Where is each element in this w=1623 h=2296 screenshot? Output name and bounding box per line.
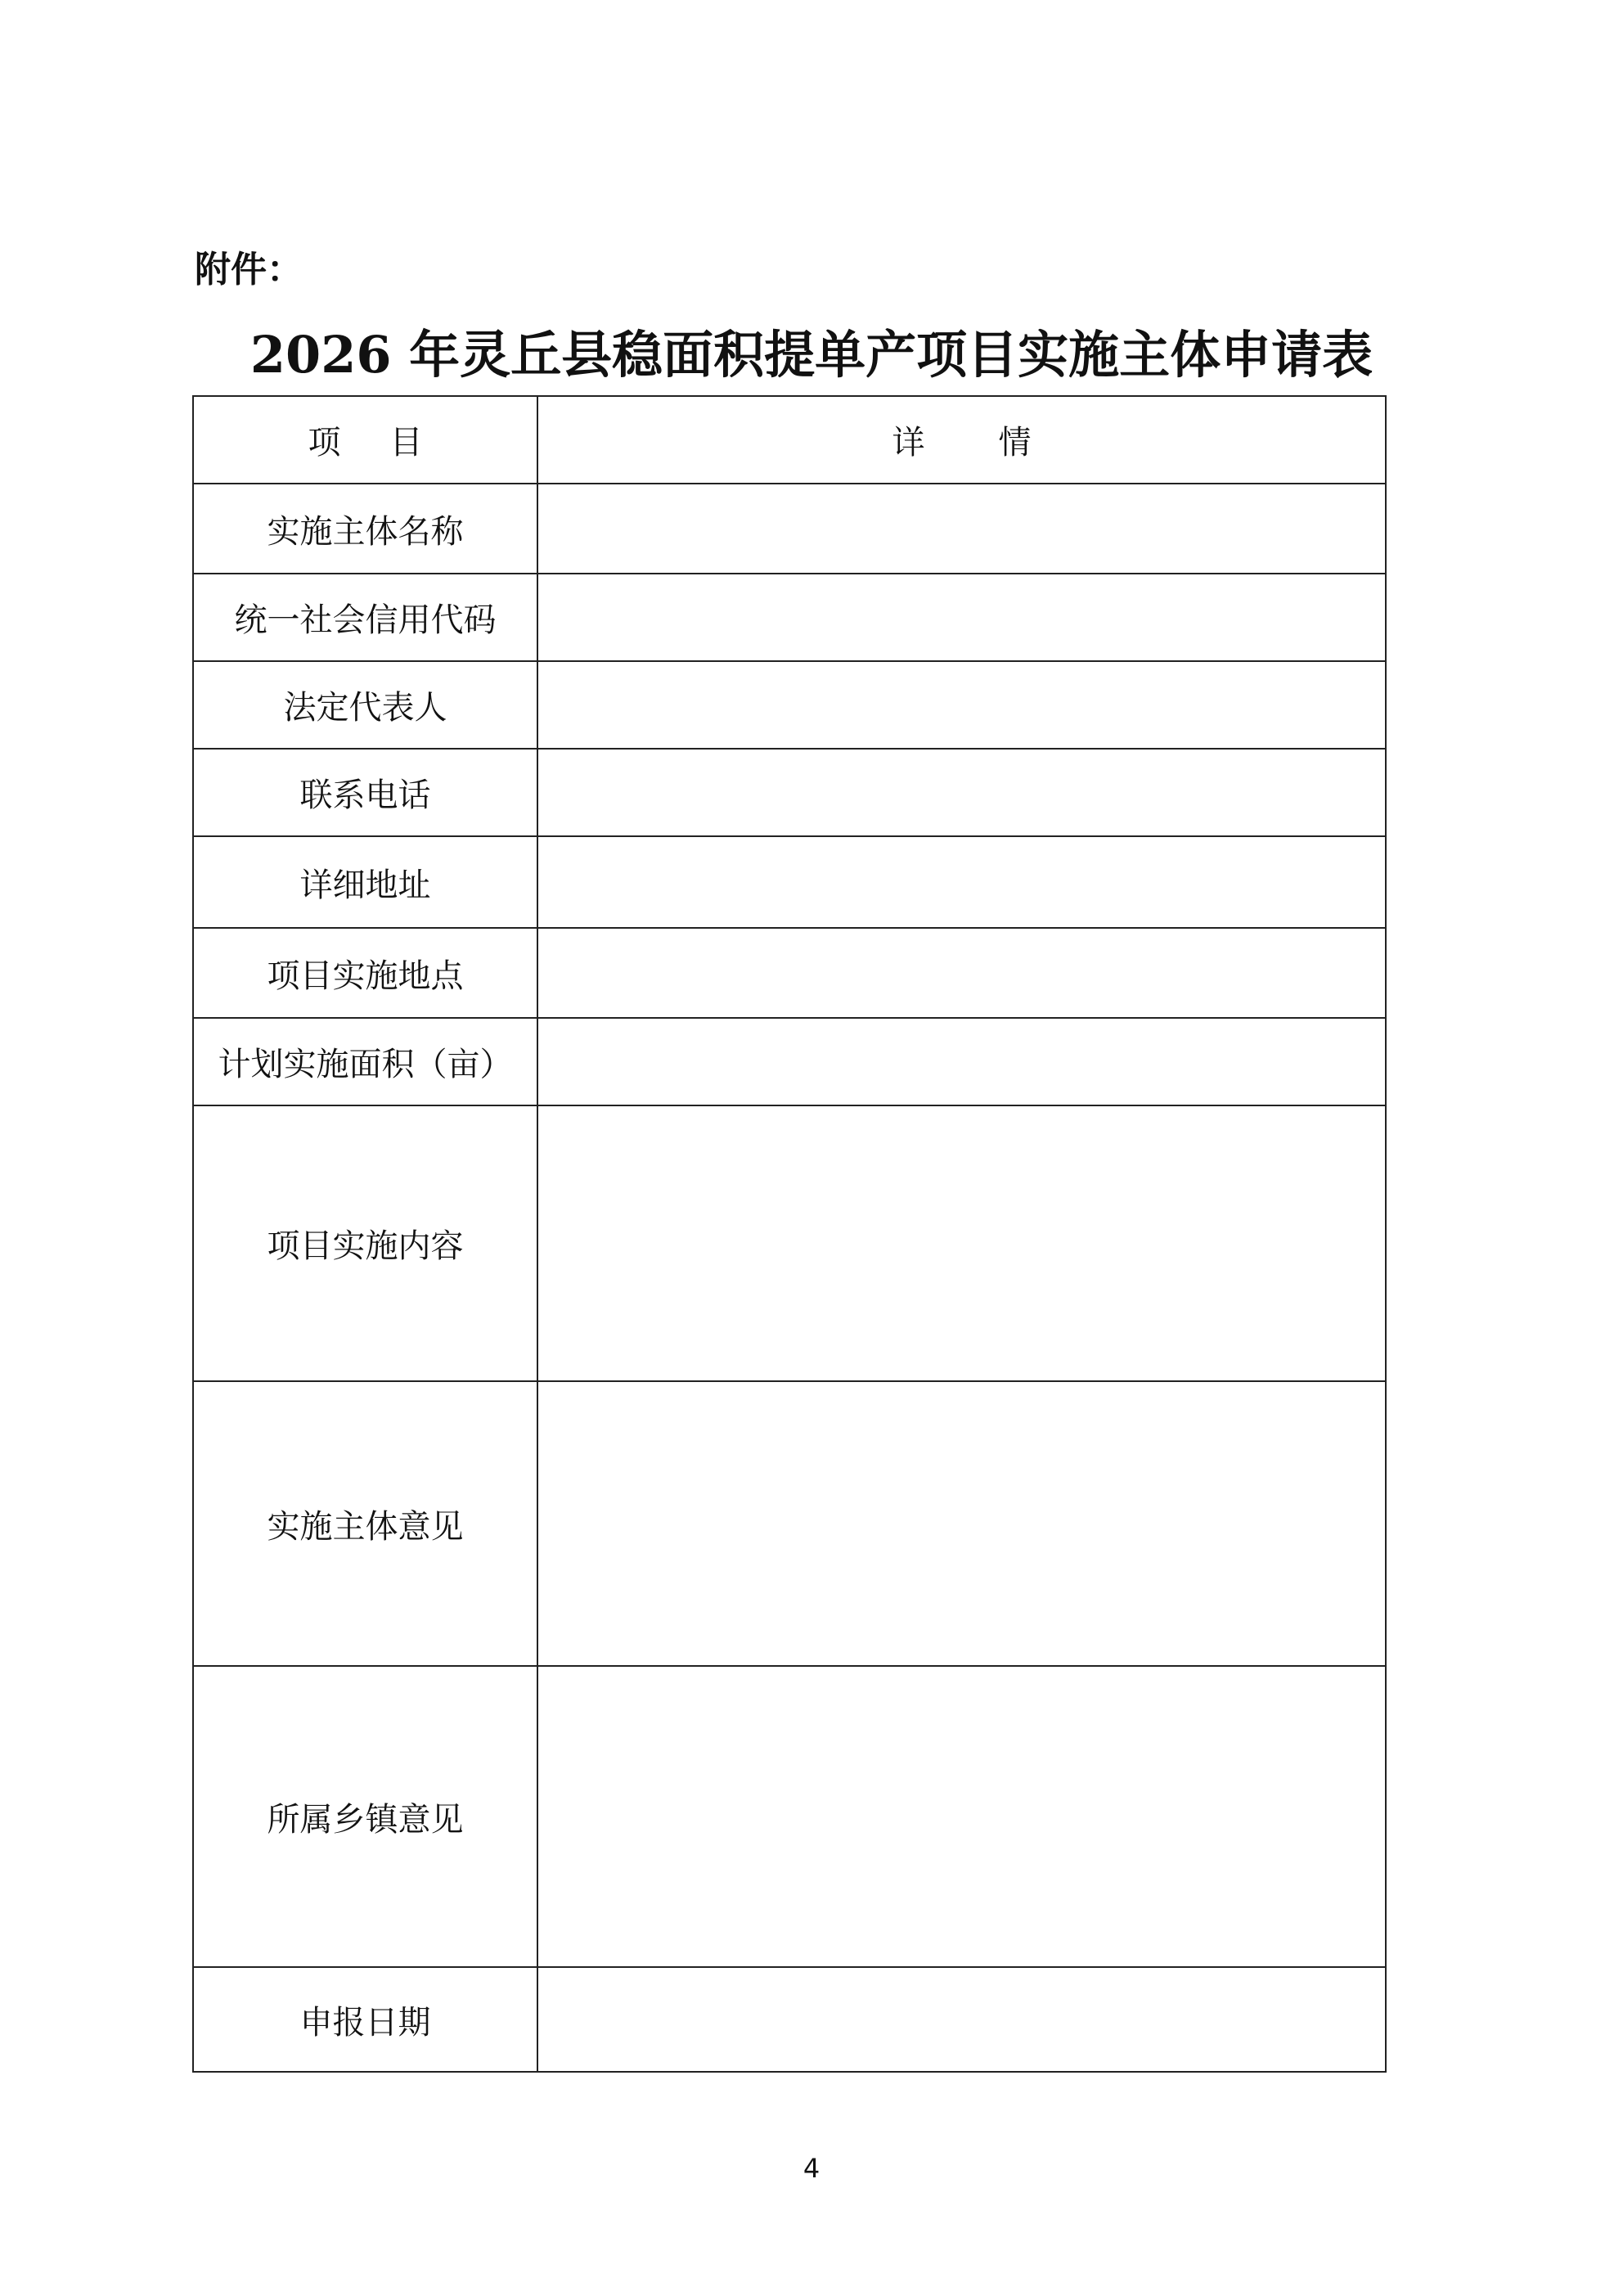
row-label-township-opinion: 所属乡镇意见 [193,1666,537,1967]
table-row [193,836,1386,928]
table-row [193,1381,1386,1666]
row-value-credit-code[interactable] [537,574,1386,661]
row-value-phone[interactable] [537,749,1386,836]
table-row [193,574,1386,661]
table-header-row [193,396,1386,484]
row-value-legal-representative[interactable] [537,661,1386,749]
row-value-entity-opinion[interactable] [537,1381,1386,1666]
table-row [193,749,1386,836]
row-value-project-location[interactable] [537,928,1386,1018]
row-value-township-opinion[interactable] [537,1666,1386,1967]
row-value-planned-area[interactable] [537,1018,1386,1105]
row-value-application-date[interactable] [537,1967,1386,2072]
table-row [193,1018,1386,1105]
table-row [193,484,1386,574]
table-row [193,928,1386,1018]
row-label-project-content: 项目实施内容 [193,1105,537,1381]
header-item-label: 项 目 [308,424,423,461]
row-label-address: 详细地址 [193,836,537,928]
row-label-planned-area: 计划实施面积（亩） [193,1018,537,1105]
table-row [193,1967,1386,2072]
row-label-credit-code: 统一社会信用代码 [193,574,537,661]
row-label-entity-name: 实施主体名称 [193,484,537,574]
row-label-entity-opinion: 实施主体意见 [193,1381,537,1666]
row-value-project-content[interactable] [537,1105,1386,1381]
header-detail-cell [537,396,1386,484]
form-title: 2026 年灵丘县稳面积提单产项目实施主体申请表 [250,325,1373,385]
table-row [193,661,1386,749]
row-value-address[interactable] [537,836,1386,928]
row-label-legal-representative: 法定代表人 [193,661,537,749]
row-label-project-location: 项目实施地点 [193,928,537,1018]
row-value-entity-name[interactable] [537,484,1386,574]
table-row [193,1105,1386,1381]
header-item-cell [193,396,537,484]
application-form-table [192,395,1387,2073]
page-number: 4 [803,2153,820,2184]
row-label-application-date: 申报日期 [193,1967,537,2072]
table-row [193,1666,1386,1967]
row-label-phone: 联系电话 [193,749,537,836]
attachment-label: 附件： [195,249,303,290]
header-detail-label: 详 情 [892,424,1032,461]
